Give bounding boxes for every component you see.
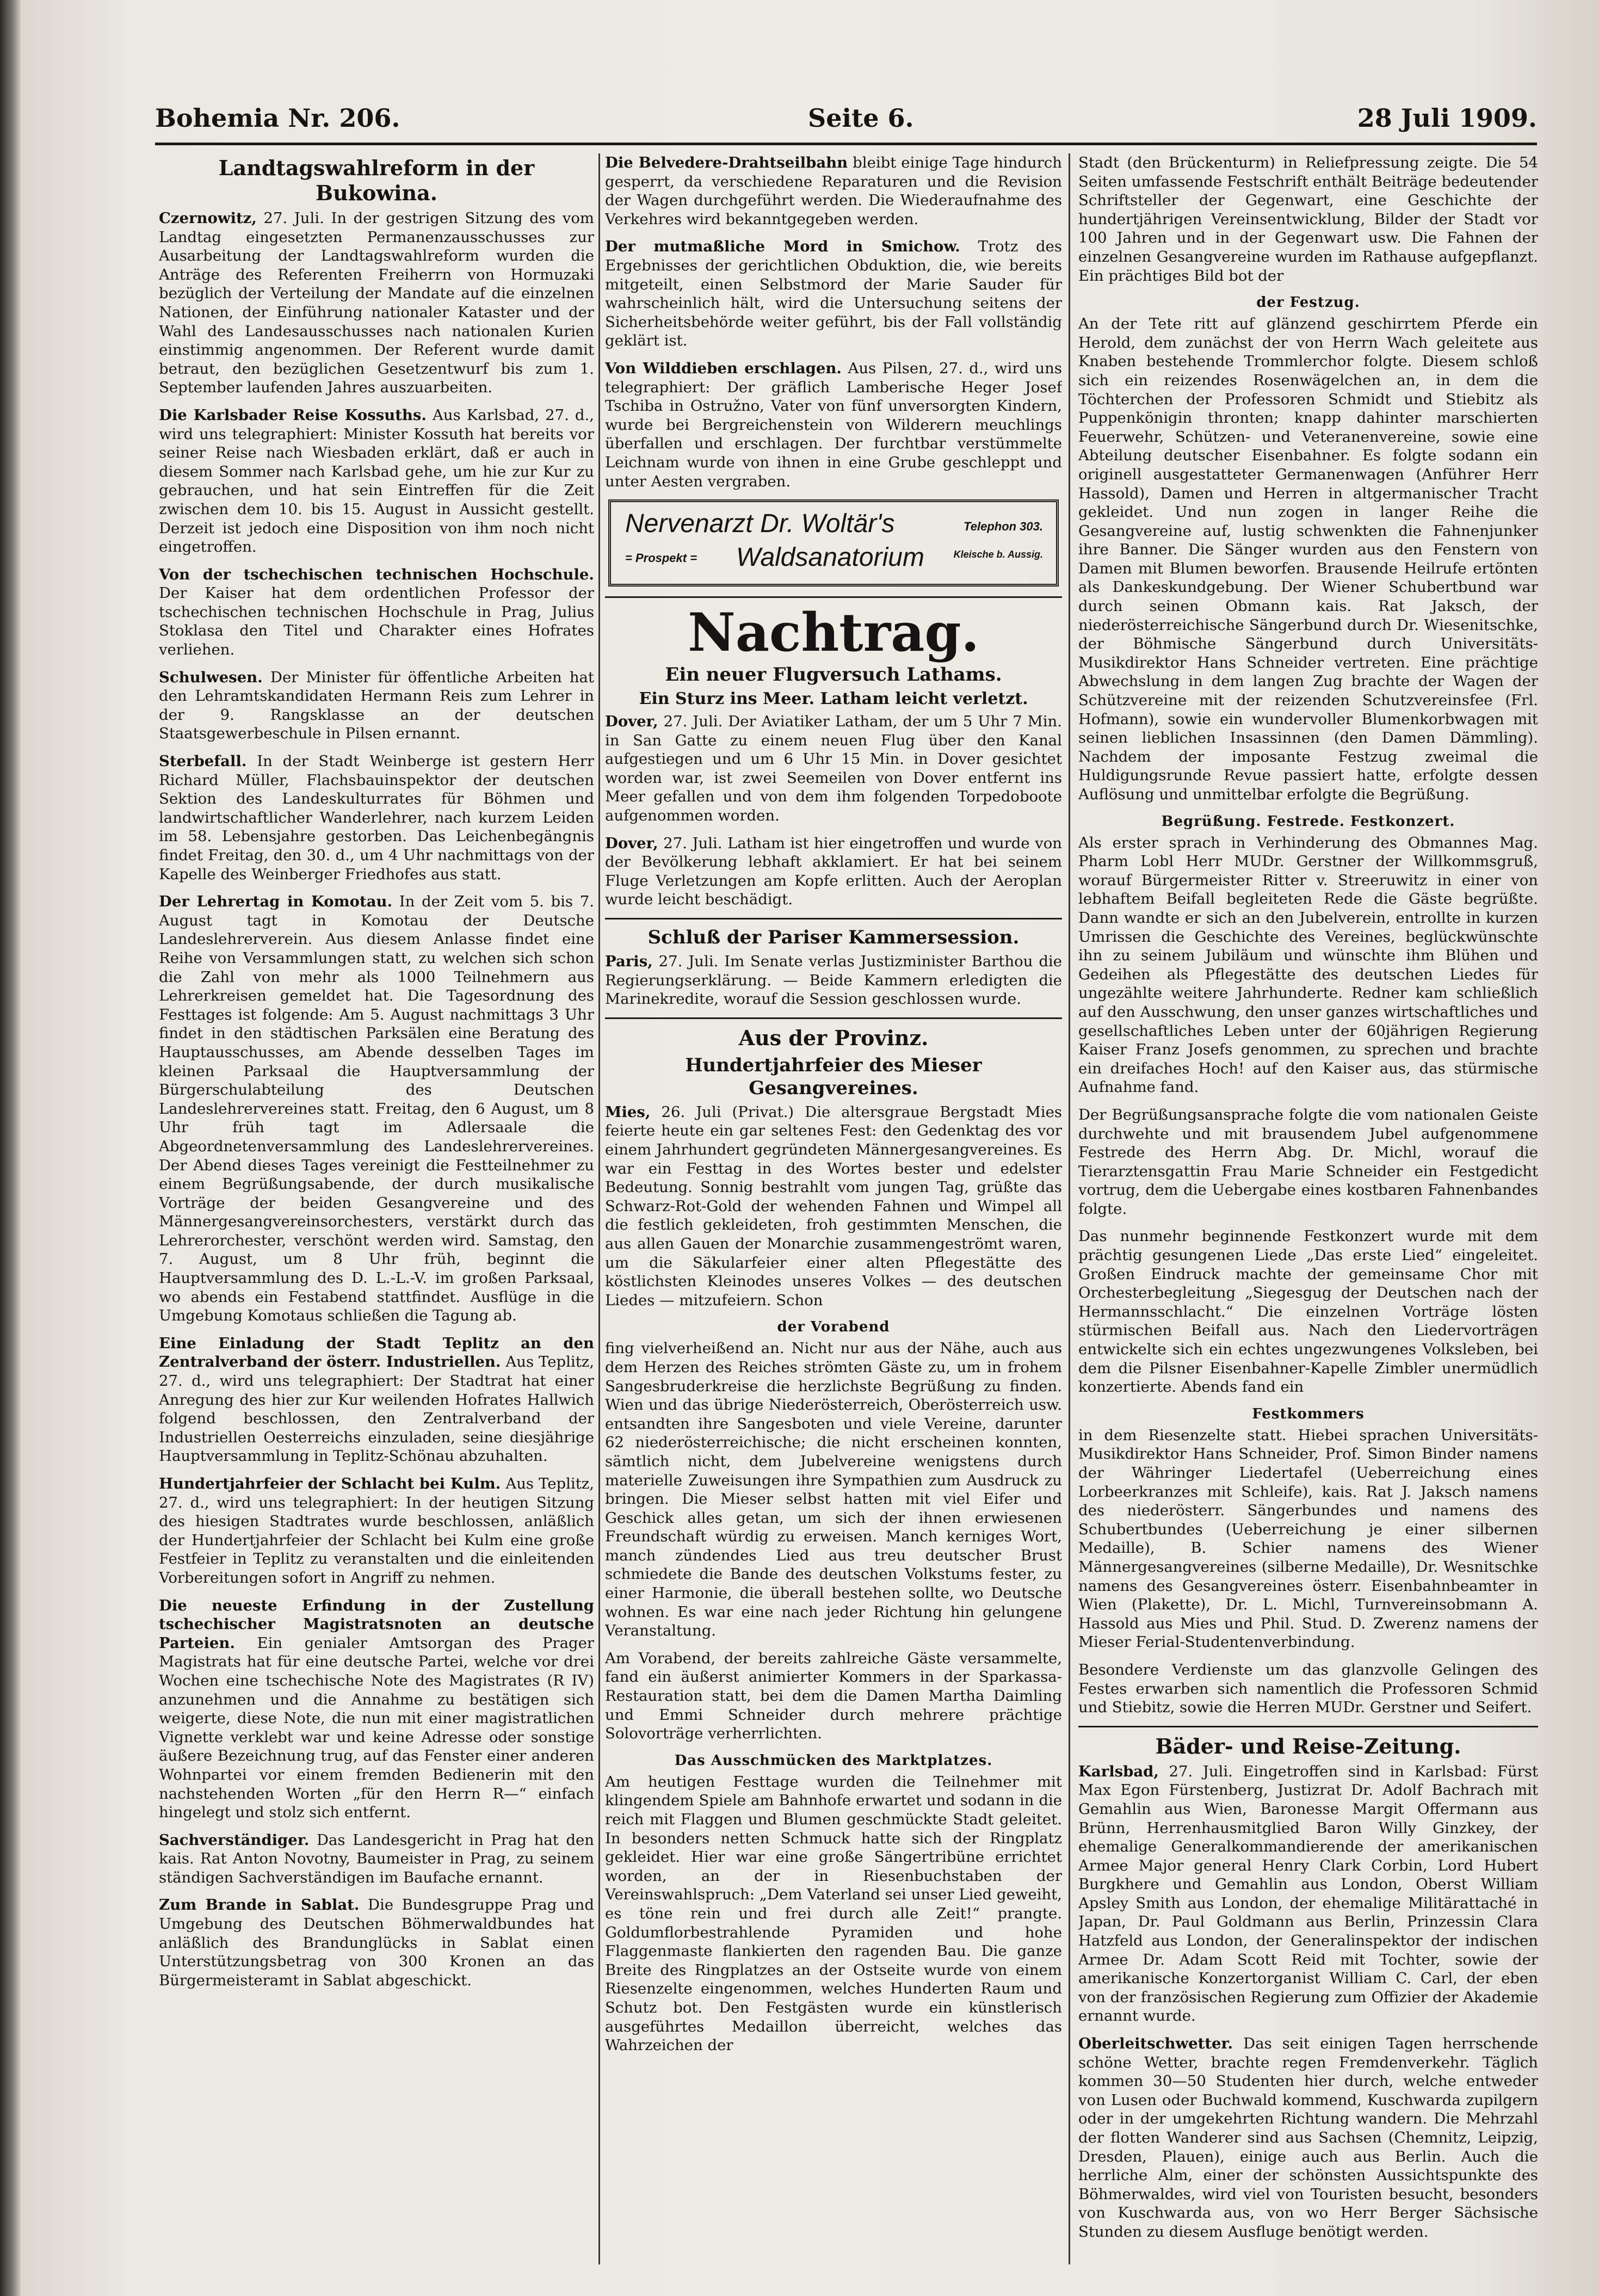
article-text: Die Bundesgruppe Prag und Umgebung des Deutschen Böhmerwaldbundes hat anläßlich des Brandunglücks in Sablat einen Unterstützungsbetrag von 300 Kronen an das Bürgermeisteramt in Sablat abgeschickt.: [159, 1896, 594, 1989]
headline: Festkommers: [1252, 1405, 1365, 1422]
article-paragraph: [159, 209, 594, 397]
article-text: An der Tete ritt auf glänzend geschirrtem Pferde ein Herold, dem zunächst der von Herrn Wach geleitete aus Knaben bestehende Trommlerchor folgte. Diesem schloß sich ein reizendes Rosenwägelchen an, in dem die Töchterchen der Professoren Schmidt und Stiebitz als Puppenkönigin thronten; knapp dahinter marschierten Feuerwehr, Schützen- und Veteranenvereine, sowie eine Abteilung deutscher Eisenbahner. Es folgte sodann ein originell ausgestatteter Germanenwagen (Anführer Herr Hassold), Damen und Herren in altgermanischer Tracht gekleidet. Und nun zogen in langer Reihe die Gesangvereine auf, lustig schwenkten die Fahnenjunker ihre Banner. Die Sänger wurden aus den Fenstern von Damen mit Blumen beworfen. Brausende Heilrufe ertönten als Dankeskundgebung. Der Wiener Schubertbund war durch seinen Obmann kais. Rat Jaksch, der niederösterreichische Sängerbund durch Dr. Wiesenitschke, der Böhmische Sängerbund durch Universitäts-Musikdirektor Hans Schneider vertreten. Eine prächtige Abwechslung in dem langen Zug brachte der Wagen der Schützvereine mit der reizenden Schutzvereinsfee (Frl. Hofmann), sowie ein wundervoller Blumenkorbwagen mit seinen lieblichen Insassinnen (den Damen Dämmling). Nachdem der imposante Festzug zweimal die Huldigungsrunde Revue passiert hatte, erfolgte dessen Auflösung und unmittelbar erfolgte die Begrüßung.: [1078, 315, 1538, 803]
article-lead: Die neueste Erfindung in der Zustellung tschechischer Magistratsnoten an deutsche Parteien.: [159, 1596, 594, 1652]
article-text: in dem Riesenzelte statt. Hiebei sprachen Universitäts-Musikdirektor Hans Schneider, Prof. Simon Binder namens der Währinger Liedertafel (Ueberreichung eines Lorbeerkranzes mit Schleife), kais. Rat J. Jaksch namens des niederösterr. Sängerbundes und namens des Schubertbundes (Ueberreichung je einer silbernen Medaille), B. Schier namens des Wiener Männergesangvereines (silberne Medaille), Dr. Wesnitschke namens des Gesangvereines österr. Eisenbahnbeamter in Wien (Plakette), Dr. L. Michl, Turnvereinsobmann A. Hassold aus Mies und Phil. Stud. D. Zwerenz namens der Mieser Ferial-Studentenverbindung.: [1078, 1426, 1538, 1651]
article-paragraph: [605, 1339, 1062, 1640]
article-lead: Sterbefall.: [159, 752, 247, 770]
article-text: 27. Juli. Der Aviatiker Latham, der um 5 Uhr 7 Min. in San Gatte zu einem neuen Flug über den Kanal aufgestiegen und um 6 Uhr 15 Min. in Dover gesichtet worden war, ist zwei Seemeilen von Dover entfernt ins Meer gefallen und von dem ihm folgenden Torpedoboote aufgenommen worden.: [605, 713, 1062, 825]
article-paragraph: [159, 1596, 594, 1822]
article-paragraph: [159, 892, 594, 1325]
article-paragraph: [159, 752, 594, 884]
article-paragraph: [605, 1773, 1062, 2055]
header-date: 28 Juli 1909.: [1357, 103, 1537, 133]
headline: Landtagswahlreform in der Bukowina.: [218, 156, 535, 205]
article-text: Besondere Verdienste um das glanzvolle Gelingen des Festes erwarben sich namentlich die Professoren Schmid und Stiebitz, sowie die Herren MUDr. Gerstner und Seifert.: [1078, 1661, 1538, 1717]
column-3: [1078, 153, 1538, 2264]
ad-place: Kleische b. Aussig.: [953, 549, 1043, 560]
article-paragraph: [1078, 834, 1538, 1097]
article-lead: Mies,: [605, 1103, 651, 1121]
article-text: Das seit einigen Tagen herrschende schöne Wetter, brachte regen Fremdenverkehr. Täglich kommen 30—50 Studenten hier durch, welche entweder von Lusen oder Buchwald kommend, Kuschwarda zupilgern oder in der umgekehrten Richtung wandern. Die Mehrzahl der flotten Wanderer sind aus Sachsen (Chemnitz, Leipzig, Dresden, Plauen), einige auch aus Berlin. Auch die herrliche Alm, einer der schönsten Aussichtspunkte des Böhmerwaldes, wird viel von Touristen besucht, besonders von Kuschwarda aus, von wo Herr Berger Sächsische Stunden zu diesem Ausfluge benötigt werden.: [1078, 2035, 1538, 2241]
article-paragraph: [605, 237, 1062, 350]
article-text: Aus Teplitz, 27. d., wird uns telegraphiert: In der heutigen Sitzung des hiesigen Stadtrates wurde beschlossen, anläßlich der Hundertjahrfeier der Schlacht bei Kulm eine große Festfeier in Teplitz zu veranstalten und die einleitenden Vorbereitungen sofort in Angriff zu nehmen.: [159, 1475, 594, 1587]
article-paragraph: [1078, 1426, 1538, 1652]
article-text: Das nunmehr beginnende Festkonzert wurde mit dem prächtig gesungenen Liede „Das erste Lied“ eingeleitet. Großen Eindruck machte der gemeinsame Chor mit Orchesterbegleitung „Siegesgug der Deutschen nach der Hermannsschlacht.“ Die einzelnen Vorträge lösten stürmischen Beifall aus. Nach den Liedervorträgen entwickelte sich ein echtes ungezwungenes Volksleben, bei dem die Pilsner Eisenbahner-Kapelle Zimbler unermüdlich konzertierte. Abends fand ein: [1078, 1227, 1538, 1396]
article-text: Als erster sprach in Verhinderung des Obmannes Mag. Pharm Lobl Herr MUDr. Gerstner der Willkommsgruß, worauf Bürgermeister Ritter v. Streeruwitz in einer von lebhaftem Beifall begleiteten Rede die Gäste begrüßte. Dann wandte er sich an den Jubelverein, entrollte in kurzen Umrissen die Geschichte des Vereines, beglückwünschte ihn zu seinem Jubiläum und wünschte ihm Blühen und Gedeihen als Pflegestätte des deutschen Liedes für ungezählte weitere Jahrhunderte. Redner kam schließlich auf den Ausschwung, den unser ganzes wirtschaftliches und gesellschaftliches Leben unter der 60jährigen Regierung Kaiser Franz Josefs genommen, zu sprechen und brachte ein dreifaches Hoch! auf den Kaiser aus, das stürmische Aufnahme fand.: [1078, 834, 1538, 1096]
article-lead: Sachverständiger.: [159, 1831, 310, 1849]
article-lead: Oberleitschwetter.: [1078, 2035, 1233, 2053]
article-paragraph: [159, 668, 594, 743]
article-text: In der Stadt Weinberge ist gestern Herr Richard Müller, Flachsbauinspektor der deutschen Sektion des Landeskulturrates für Böhmen und landwirtschaftlicher Wanderlehrer, nach kurzem Leiden im 58. Lebensjahre gestorben. Das Leichenbegängnis findet Freitag, den 30. d., um 4 Uhr nachmittags von der Kapelle des Weinberger Friedhofes aus statt.: [159, 752, 594, 883]
header-page-number: Seite 6.: [808, 103, 914, 133]
article-text: Der Minister für öffentliche Arbeiten hat den Lehramtskandidaten Hermann Reis zum Lehrer in der 9. Rangsklasse an der deutschen Staatsgewerbeschule in Pilsen ernannt.: [159, 668, 594, 743]
article-paragraph: [605, 952, 1062, 1009]
article-lead: Eine Einladung der Stadt Teplitz an den Zentralverband der österr. Industriellen.: [159, 1334, 594, 1371]
article-text: Stadt (den Brückenturm) in Reliefpressung zeigte. Die 54 Seiten umfassende Festschrift enthält Beiträge bedeutender Schriftsteller der Gegenwart, eine Geschichte der hundertjährigen Vereinsentwicklung, Bilder der Stadt vor 100 Jahren und in der Gegenwart usw. Die Fahnen der einzelnen Gesangvereine wurden im Rathause aufgepflanzt. Ein prächtiges Bild bot der: [1078, 154, 1538, 285]
article-lead: Die Belvedere-Drahtseilbahn: [605, 154, 848, 171]
headline: der Festzug.: [1256, 294, 1360, 311]
article-paragraph: [159, 1896, 594, 1990]
headline: der Vorabend: [777, 1319, 890, 1336]
article-lead: Die Karlsbader Reise Kossuths.: [159, 406, 427, 424]
article-paragraph: [605, 1649, 1062, 1743]
article-text: 27. Juli. In der gestrigen Sitzung des vom Landtag eingesetzten Permanenzausschusses zur Ausarbeitung der Landtagswahlreform wurden die Anträge des Referenten Freiherrn von Hormuzaki bezüglich der Verteilung der Mandate auf die einzelnen Nationen, der Einführung nationaler Kataster und der Wahl des Landesausschusses nach nationalen Kurien einstimmig angenommen. Der Referent wurde damit betraut, den bezüglichen Gesetzentwurf bis zum 1. September laufenden Jahres auszuarbeiten.: [159, 209, 594, 397]
headline: Schluß der Pariser Kammersession.: [605, 918, 1062, 949]
column-divider-2: [1069, 153, 1070, 2264]
ad-prospekt: = Prospekt =: [625, 551, 697, 565]
article-lead: Paris,: [605, 953, 653, 971]
headline: Ein neuer Flugversuch Lathams.: [665, 664, 1002, 686]
article-text: In der Zeit vom 5. bis 7. August tagt in Komotau der Deutsche Landeslehrerverein. Aus diesem Anlasse findet eine Reihe von Versammlungen statt, zu welchen sich schon die Zahl von mehr als 1000 Teilnehmern aus Lehrerkreisen gemeldet hat. Die Tagesordnung des Festtages ist folgende: Am 5. August nachmittags 3 Uhr findet in den städtischen Parksälen eine Beratung des Hauptausschusses, am Abende desselben Tages im kleinen Parksaal die Hauptversammlung der Bürgerschulabteilung des Deutschen Landeslehrervereines statt. Freitag, den 6 August, um 8 Uhr früh tagt im Adlersaale die Abgeordnetenversammlung des Landeslehrervereines. Der Abend dieses Tages vereinigt die Festteilnehmer zu einem Begrüßungsabende, der durch musikalische Vorträge der beiden Gesangvereine und des Männergesangvereinsorchesters, verstärkt durch das Lehrerorchester, verschönt werden wird. Samstag, den 7. August, um 8 Uhr früh, beginnt die Hauptversammlung des D. L.-L.-V. im großen Parksaal, wo abends ein Festabend stattfindet. Ausflüge in die Umgebung Komotaus schließen die Tagung ab.: [159, 893, 594, 1325]
article-text: 26. Juli (Privat.) Die altersgraue Bergstadt Mies feierte heute ein gar seltenes Fest: den Gedenktag des vor einem Jahrhundert gegründeten Männergesangvereines. Es war ein Festtag in des Wortes bester und edelster Bedeutung. Sonnig bestrahlt vom jungen Tag, grüßte das Schwarz-Rot-Gold der wehenden Fahnen und Wimpel all die festlich gekleideten, froh gestimmten Menschen, die aus allen Gauen der Monarchie zusammengeströmt waren, um die Säkularfeier einer alten Pflegestätte des köstlichsten Kleinodes unseres Volkes — des deutschen Liedes — mitzufeiern. Schon: [605, 1103, 1062, 1309]
article-lead: Hundertjahrfeier der Schlacht bei Kulm.: [159, 1475, 501, 1492]
article-text: Trotz des Ergebnisses der gerichtlichen Obduktion, die, wie bereits mitgeteilt, einen Selbstmord der Marie Sauder für wahrscheinlich hält, wird die Untersuchung seitens der Sicherheitsbehörde weiter geführt, bis der Fall vollständig geklärt ist.: [605, 238, 1062, 350]
headline: Ein Sturz ins Meer. Latham leicht verletzt.: [639, 689, 1028, 709]
article-paragraph: [159, 406, 594, 557]
header-rule: [155, 143, 1537, 145]
ad-telephone: Telephon 303.: [964, 520, 1043, 534]
book-spine-shadow: [0, 0, 21, 2296]
headline: Nachtrag.: [605, 596, 1062, 661]
headline: Begrüßung. Festrede. Festkonzert.: [1161, 813, 1455, 830]
article-paragraph: [1078, 2034, 1538, 2242]
column-divider-1: [598, 153, 600, 2264]
article-text: 27. Juli. Latham ist hier eingetroffen und wurde von der Bevölkerung lebhaft akklamiert. Er hat bei seinem Fluge Verletzungen am Kopfe erlitten. Auch der Aeroplan wurde leicht beschädigt.: [605, 834, 1062, 909]
article-lead: Schulwesen.: [159, 668, 263, 686]
advertisement-box: [608, 499, 1059, 587]
article-lead: Czernowitz,: [159, 209, 257, 227]
article-text: Der Begrüßungsansprache folgte die vom nationalen Geiste durchwehte und mit brausendem Jubel aufgenommene Festrede des Herrn Abg. Dr. Michl, worauf die Tierarztensgattin Frau Marie Schneider ein Festgedicht vortrug, dem die Uebergabe eines kostbaren Fahnenbandes folgte.: [1078, 1106, 1538, 1218]
article-lead: Von Wilddieben erschlagen.: [605, 359, 842, 377]
article-text: Am Vorabend, der bereits zahlreiche Gäste versammelte, fand ein äußerst animierter Kommers in der Sparkassa-Restauration statt, bei dem die Damen Martha Daimling und Emmi Schneider durch mehrere prächtige Solovorträge verherrlichten.: [605, 1649, 1062, 1743]
ad-title: Nervenarzt Dr. Woltär's: [625, 509, 895, 539]
article-text: Am heutigen Festtage wurden die Teilnehmer mit klingendem Spiele am Bahnhofe erwartet und sodann in die reich mit Flaggen und Blumen geschmückte Stadt geleitet. In besonders netten Schmuck hatte sich der Ringplatz gekleidet. Hier war eine große Sängertribüne errichtet worden, an der in Riesenbuchstaben der Vereinswahlspruch: „Dem Vaterland sei unser Lied geweiht, es töne rein und frei durch alle Zeit!“ prangte. Goldumflorbestrahlende Pyramiden und hohe Flaggenmaste flankierten den ragenden Bau. Die ganze Breite des Ringplatzes an der Ostseite wurde von einem Riesenzelte eingenommen, welches Hunderten Raum und Schutz bot. Den Festgästen wurde ein künstlerisch ausgeführtes Medaillon überreicht, welches das Wahrzeichen der: [605, 1773, 1062, 2054]
article-paragraph: [159, 1334, 594, 1466]
column-1: [159, 153, 594, 2264]
article-paragraph: [1078, 1106, 1538, 1219]
article-paragraph: [1078, 1661, 1538, 1717]
headline: Bäder- und Reise-Zeitung.: [1078, 1726, 1538, 1759]
article-text: Ein genialer Amtsorgan des Prager Magistrats hat für eine deutsche Partei, welche vor drei Wochen eine tschechische Note des Magistrates (R IV) anzunehmen und die Annahme zu bestätigen sich weigerte, diese Note, die nun mit einer magistratlichen Vignette verklebt war und keine Adresse oder sonstige äußere Bezeichnung trug, auf das Fenster einer anderen Wohnpartei vor einem fremden Bedienerin mit den nachstehenden Worten „für den Herrn R—“ einfach hingelegt und stolz sich entfernt.: [159, 1634, 594, 1822]
article-paragraph: [605, 712, 1062, 825]
article-paragraph: [605, 359, 1062, 491]
article-text: 27. Juli. Eingetroffen sind in Karlsbad: Fürst Max Egon Fürstenberg, Justizrat Dr. Adolf Bachrach mit Gemahlin aus Wien, Baronesse Margit Offermann aus Brünn, Herrenhausmitglied Baron Willy Ginzkey, der ehemalige Generalkommandierende der amerikanischen Armee Major general Henry Clark Corbin, Lord Hubert Burgkhere und Gemahlin aus London, Oberst William Apsley Smith aus London, der ehemalige Militärattaché in Japan, Dr. Paul Goldmann aus Berlin, Prinzessin Clara Hatzfeld aus London, der Generalinspektor der indischen Armee Dr. Adam Scott Reid mit Tochter, sowie der amerikanische Konzertorganist William C. Carl, der eben von der französischen Regierung zum Offizier der Akademie ernannt wurde.: [1078, 1762, 1538, 2025]
article-paragraph: [605, 153, 1062, 229]
page-header: [155, 103, 1537, 136]
headline: Aus der Provinz.: [605, 1017, 1062, 1051]
article-paragraph: [1078, 1227, 1538, 1396]
headline: Das Ausschmücken des Marktplatzes.: [674, 1752, 993, 1769]
article-lead: Der Lehrertag in Komotau.: [159, 893, 393, 911]
article-lead: Karlsbad,: [1078, 1762, 1159, 1780]
article-text: fing vielverheißend an. Nicht nur aus der Nähe, auch aus dem Herzen des Reiches strömten Gäste zu, um in frohem Sangesbruderkreise die herzlichste Begrüßung zu finden. Wien und das übrige Niederösterreich, Oberösterreich usw. entsandten ihre Sangesboten und viele Vereine, darunter 62 niederösterreichische; die nicht erscheinen konnten, sämtlich nicht, dem Jubelvereine wenigstens durch materielle Zuweisungen ihre Sympathien zum Ausdruck zu bringen. Die Mieser selbst hatten mit viel Eifer und Geschick alles getan, um sich der ihnen erwiesenen Freundschaft würdig zu erweisen. Manch kerniges Wort, manch zündendes Lied aus treu deutscher Brust schmiedete die Bande des deutschen Volkstums fester, zu einer Harmonie, die überall bestehen sollte, wo Deutsche wohnen. Es war eine nach jeder Richtung hin gelungene Veranstaltung.: [605, 1340, 1062, 1640]
article-lead: Der mutmaßliche Mord in Smichow.: [605, 238, 960, 256]
article-paragraph: [605, 834, 1062, 909]
article-paragraph: [605, 1103, 1062, 1310]
article-paragraph: [1078, 314, 1538, 804]
article-lead: Von der tschechischen technischen Hochschule.: [159, 565, 594, 583]
article-text: Aus Teplitz, 27. d., wird uns telegraphiert: Der Stadtrat hat einer Anregung des hier zur Kur weilenden Hofrates Hallwich folgend beschlossen, den Zentralverband der Industriellen Oesterreichs einzuladen, seine diesjährige Hauptversammlung in Teplitz-Schönau abzuhalten.: [159, 1353, 594, 1465]
ad-sanatorium: Waldsanatorium: [736, 543, 924, 572]
article-lead: Dover,: [605, 713, 658, 731]
article-lead: Zum Brande in Sablat.: [159, 1896, 360, 1914]
article-paragraph: [159, 565, 594, 659]
article-paragraph: [159, 1831, 594, 1887]
article-text: Das Landesgericht in Prag hat den kais. Rat Anton Novotny, Baumeister in Prag, zu seinem ständigen Sachverständigen im Baufache ernannt.: [159, 1831, 594, 1886]
article-text: bleibt einige Tage hindurch gesperrt, da verschiedene Reparaturen und die Revision der Wagen durchgeführt werden. Die Wiederaufnahme des Verkehres wird bekanntgegeben werden.: [605, 154, 1062, 228]
article-text: Aus Pilsen, 27. d., wird uns telegraphiert: Der gräflich Lamberische Heger Josef Tschiba in Ostružno, Vater von fünf unversorgten Kindern, wurde bei Bergreichenstein von Wilderern meuchlings überfallen und erschlagen. Der furchtbar verstümmelte Leichnam wurde von ihnen in eine Grube geschleppt und unter Aesten vergraben.: [605, 359, 1062, 490]
article-lead: Dover,: [605, 834, 658, 852]
article-text: 27. Juli. Im Senate verlas Justizminister Barthou die Regierungserklärung. — Beide Kammern erledigten die Marinekredite, worauf die Session geschlossen wurde.: [605, 953, 1062, 1008]
article-paragraph: [1078, 1762, 1538, 2026]
article-paragraph: [1078, 153, 1538, 285]
column-2: [605, 153, 1062, 2264]
header-issue: Bohemia Nr. 206.: [155, 103, 400, 133]
article-paragraph: [159, 1474, 594, 1588]
article-text: Der Kaiser hat dem ordentlichen Professor der tschechischen technischen Hochschule in Prag, Julius Stoklasa den Titel und Charakter eines Hofrates verliehen.: [159, 584, 594, 659]
article-text: Aus Karlsbad, 27. d., wird uns telegraphiert: Minister Kossuth hat bereits vor seiner Reise nach Wiesbaden erklärt, daß er auch in diesem Sommer nach Karlsbad gehe, um hie zur Kur zu gebrauchen, und hat sein Eintreffen für die Zeit zwischen dem 10. bis 15. August in Aussicht gestellt. Derzeit ist jedoch eine Disposition von ihm noch nicht eingetroffen.: [159, 406, 594, 556]
headline: Hundertjahrfeier des Mieser Gesangvereines.: [685, 1054, 982, 1099]
